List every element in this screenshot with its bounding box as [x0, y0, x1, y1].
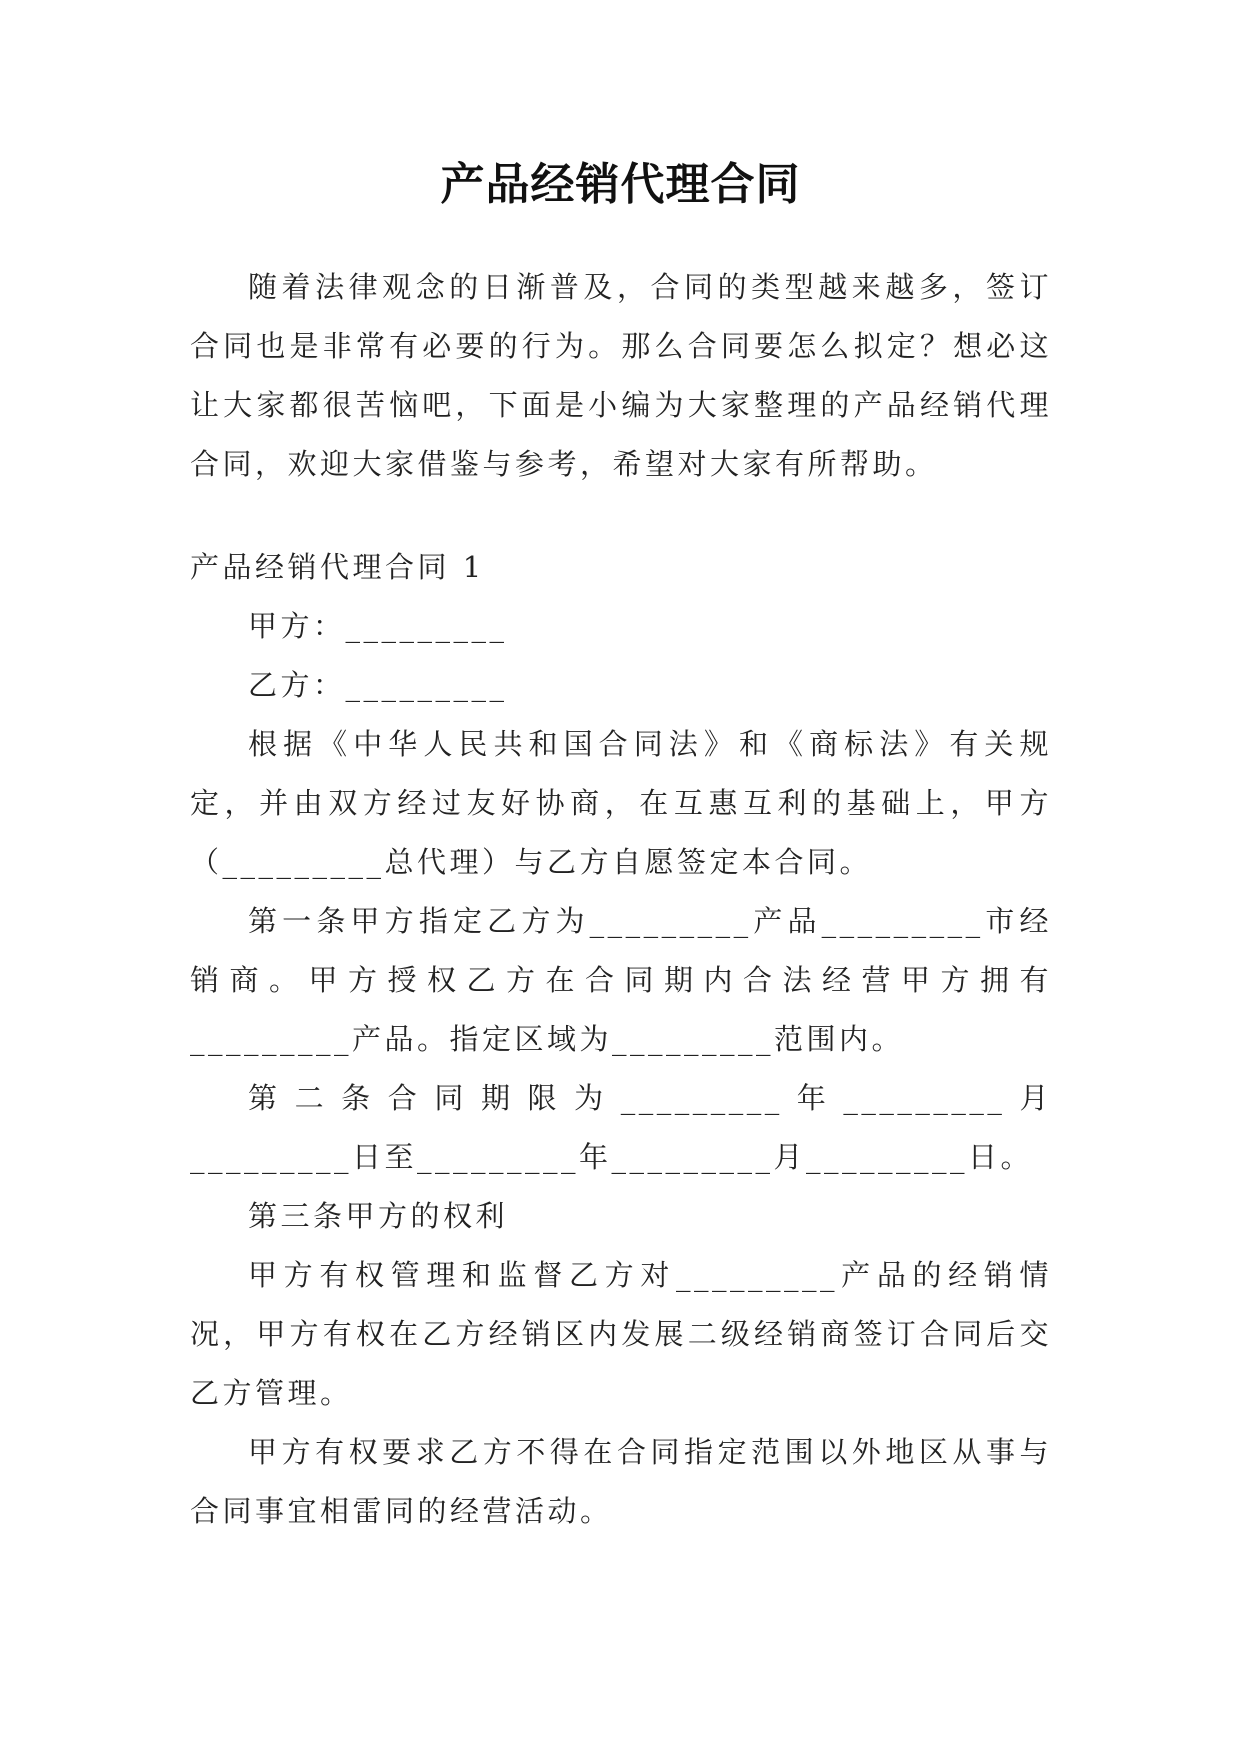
- article-3-heading: 第三条甲方的权利: [248, 1199, 509, 1233]
- article-1-paragraph: 第一条甲方指定乙方为_________产品_________市经销商。甲方授权乙方在合同期内合法经营甲方拥有_________产品。指定区域为_________范围内。: [190, 904, 1052, 1056]
- basis-paragraph: 根据《中华人民共和国合同法》和《商标法》有关规定，并由双方经过友好协商，在互惠互利的基础上，甲方（_________总代理）与乙方自愿签定本合同。: [190, 727, 1052, 879]
- document-body: [190, 258, 1052, 1541]
- article-3-paragraph-1: 甲方有权管理和监督乙方对_________产品的经销情况，甲方有权在乙方经销区内发展二级经销商签订合同后交乙方管理。: [190, 1258, 1052, 1410]
- paragraph-gap: [190, 494, 1052, 538]
- party-b-line: 乙方：_________: [248, 668, 508, 702]
- document-title: 产品经销代理合同: [440, 159, 801, 210]
- party-a-line: 甲方：_________: [248, 609, 508, 643]
- article-2-paragraph: 第二条合同期限为_________年_________月_________日至_________年_________月_________日。: [190, 1081, 1052, 1174]
- article-3-paragraph-2: 甲方有权要求乙方不得在合同指定范围以外地区从事与合同事宜相雷同的经营活动。: [190, 1435, 1052, 1528]
- intro-paragraph: 随着法律观念的日渐普及，合同的类型越来越多，签订合同也是非常有必要的行为。那么合同要怎么拟定？想必这让大家都很苦恼吧，下面是小编为大家整理的产品经销代理合同，欢迎大家借鉴与参考，希望对大家有所帮助。: [190, 270, 1052, 481]
- section-heading: 产品经销代理合同 1: [190, 550, 485, 584]
